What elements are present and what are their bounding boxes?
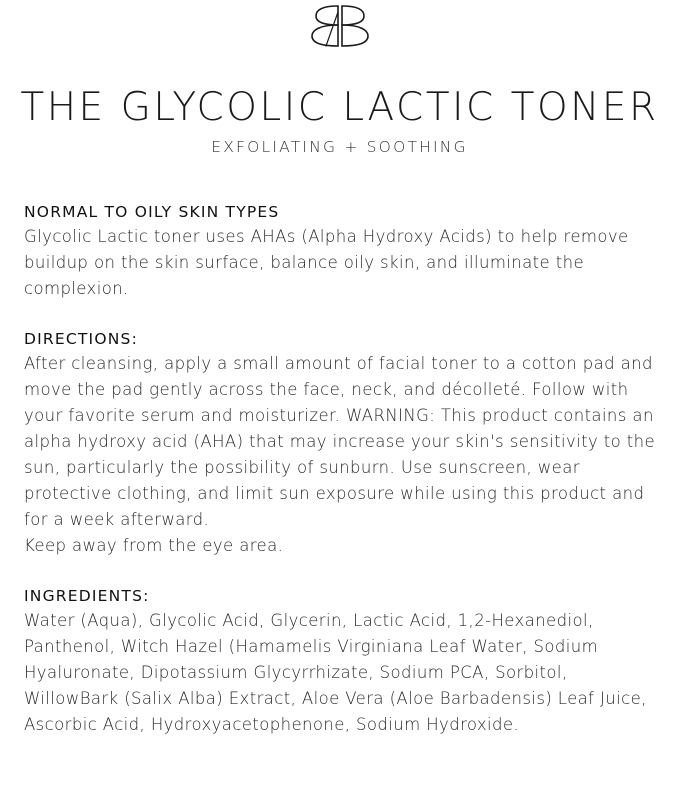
directions-section: [24, 328, 664, 559]
directions-eye-warning: Keep away from the eye area.: [24, 536, 284, 555]
directions-body: After cleansing, apply a small amount of facial toner to a cotton pad and move the pad gently across the face, neck, and décolleté. Follow with your favorite serum and moisturizer. WARNING: This product contains an alpha hydroxy acid (AHA) that may increase your skin's sensitivity to the sun, particularly the possibility of sunburn. Use sunscreen, wear protective clothing, and limit sun exposure while using this product and for a week afterward.: [24, 354, 656, 529]
directions-heading: DIRECTIONS:: [24, 330, 138, 348]
skin-type-heading: NORMAL TO OILY SKIN TYPES: [24, 203, 280, 221]
product-title: THE GLYCOLIC LACTIC TONER: [20, 85, 659, 130]
ingredients-heading: INGREDIENTS:: [24, 587, 150, 605]
ingredients-section: [24, 585, 664, 738]
skin-type-body: Glycolic Lactic toner uses AHAs (Alpha Hydroxy Acids) to help remove buildup on the skin surface, balance oily skin, and illuminate the complexion.: [24, 227, 629, 298]
brand-logo: [304, 2, 376, 50]
product-description: [24, 201, 664, 764]
ingredients-body: Water (Aqua), Glycolic Acid, Glycerin, Lactic Acid, 1,2-Hexanediol, Panthenol, Witch Hazel (Hamamelis Virginiana Leaf Water, Sodium Hyaluronate, Dipotassium Glycyrrhizate, Sodium PCA, Sorbitol, WillowBark (Salix Alba) Extract, Aloe Vera (Aloe Barbadensis) Leaf Juice, Ascorbic Acid, Hydroxyacetophenone, Sodium Hydroxide.: [24, 611, 647, 734]
skin-type-section: [24, 201, 664, 302]
product-subtitle: EXFOLIATING + SOOTHING: [211, 138, 468, 156]
